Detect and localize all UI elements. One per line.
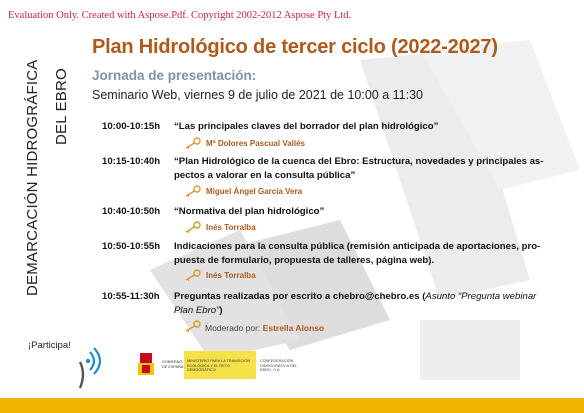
key-icon [184,136,202,150]
participa-label: ¡Participa! [28,340,71,351]
agenda-text: Indicaciones para la consulta pública (remisión anticipada de aportaciones, pro-puesta de formulario, propuesta de talleres, página web). [174,241,541,266]
key-icon [184,220,202,234]
government-logos [132,349,312,381]
vertical-title [6,30,76,298]
agenda-time: 10:15-10:40h [102,156,161,167]
logo-confed-text: CONFEDERACIÓN HIDROGRÁFICA DEL EBRO, O.A. [260,359,298,372]
vertical-title-line2: DEL EBRO [53,68,70,145]
agenda-text: “Normativa del plan hidrológico” [174,206,325,217]
agenda-time: 10:40-10:50h [102,206,161,217]
agenda-text [174,290,554,318]
agenda-text: “Las principales claves del borrador del plan hidrológico” [174,121,439,132]
logo-gov-text: GOBIERNO DE ESPAÑA [162,360,184,369]
page-title: Plan Hidrológico de tercer ciclo (2022-2027) [92,36,498,58]
agenda-speaker: Inés Torralba [206,223,256,232]
key-icon [184,268,202,282]
agenda-time: 10:00-10:15h [102,121,161,132]
agenda-speaker: Inés Torralba [206,271,256,280]
bottom-accent-bar [0,398,584,413]
agenda-time: 10:50-10:55h [102,241,161,252]
key-icon [184,184,202,198]
key-icon [184,319,202,333]
agenda-text: “Plan Hidrológico de la cuenca del Ebro: Estructura, novedades y principales as-pectos a valorar en la consulta pública” [174,156,544,181]
agenda-speaker: Miguel Ángel García Vera [206,187,303,196]
watermark-text: Evaluation Only. Created with Aspose.Pdf. Copyright 2002-2012 Aspose Pty Ltd. [8,10,352,21]
moderator-name: Estrella Alonso [262,323,325,333]
logo-ministry-text: MINISTERIO PARA LA TRANSICIÓN ECOLÓGICA Y EL RETO DEMOGRÁFICO [187,359,250,372]
page-subtitle: Jornada de presentación: [92,68,257,83]
moderator [205,323,324,333]
agenda-time: 10:55-11:30h [102,291,160,302]
seminar-info: Seminario Web, viernes 9 de julio de 2021 de 10:00 a 11:30 [92,88,424,102]
agenda-text-main: Preguntas realizadas por escrito a chebro@chebro.es ( [174,291,426,302]
moderator-label: Moderado por: [205,323,261,333]
agenda-speaker: Mª Dolores Pascual Vallés [206,139,306,148]
vertical-title-line1: DEMARCACIÓN HIDROGRÁFICA [24,59,41,296]
agenda-text-end: ) [219,305,223,316]
drop-icon [72,360,88,390]
agenda-text-italic: Asunto “Pregunta webinar Plan Ebro” [174,291,537,316]
